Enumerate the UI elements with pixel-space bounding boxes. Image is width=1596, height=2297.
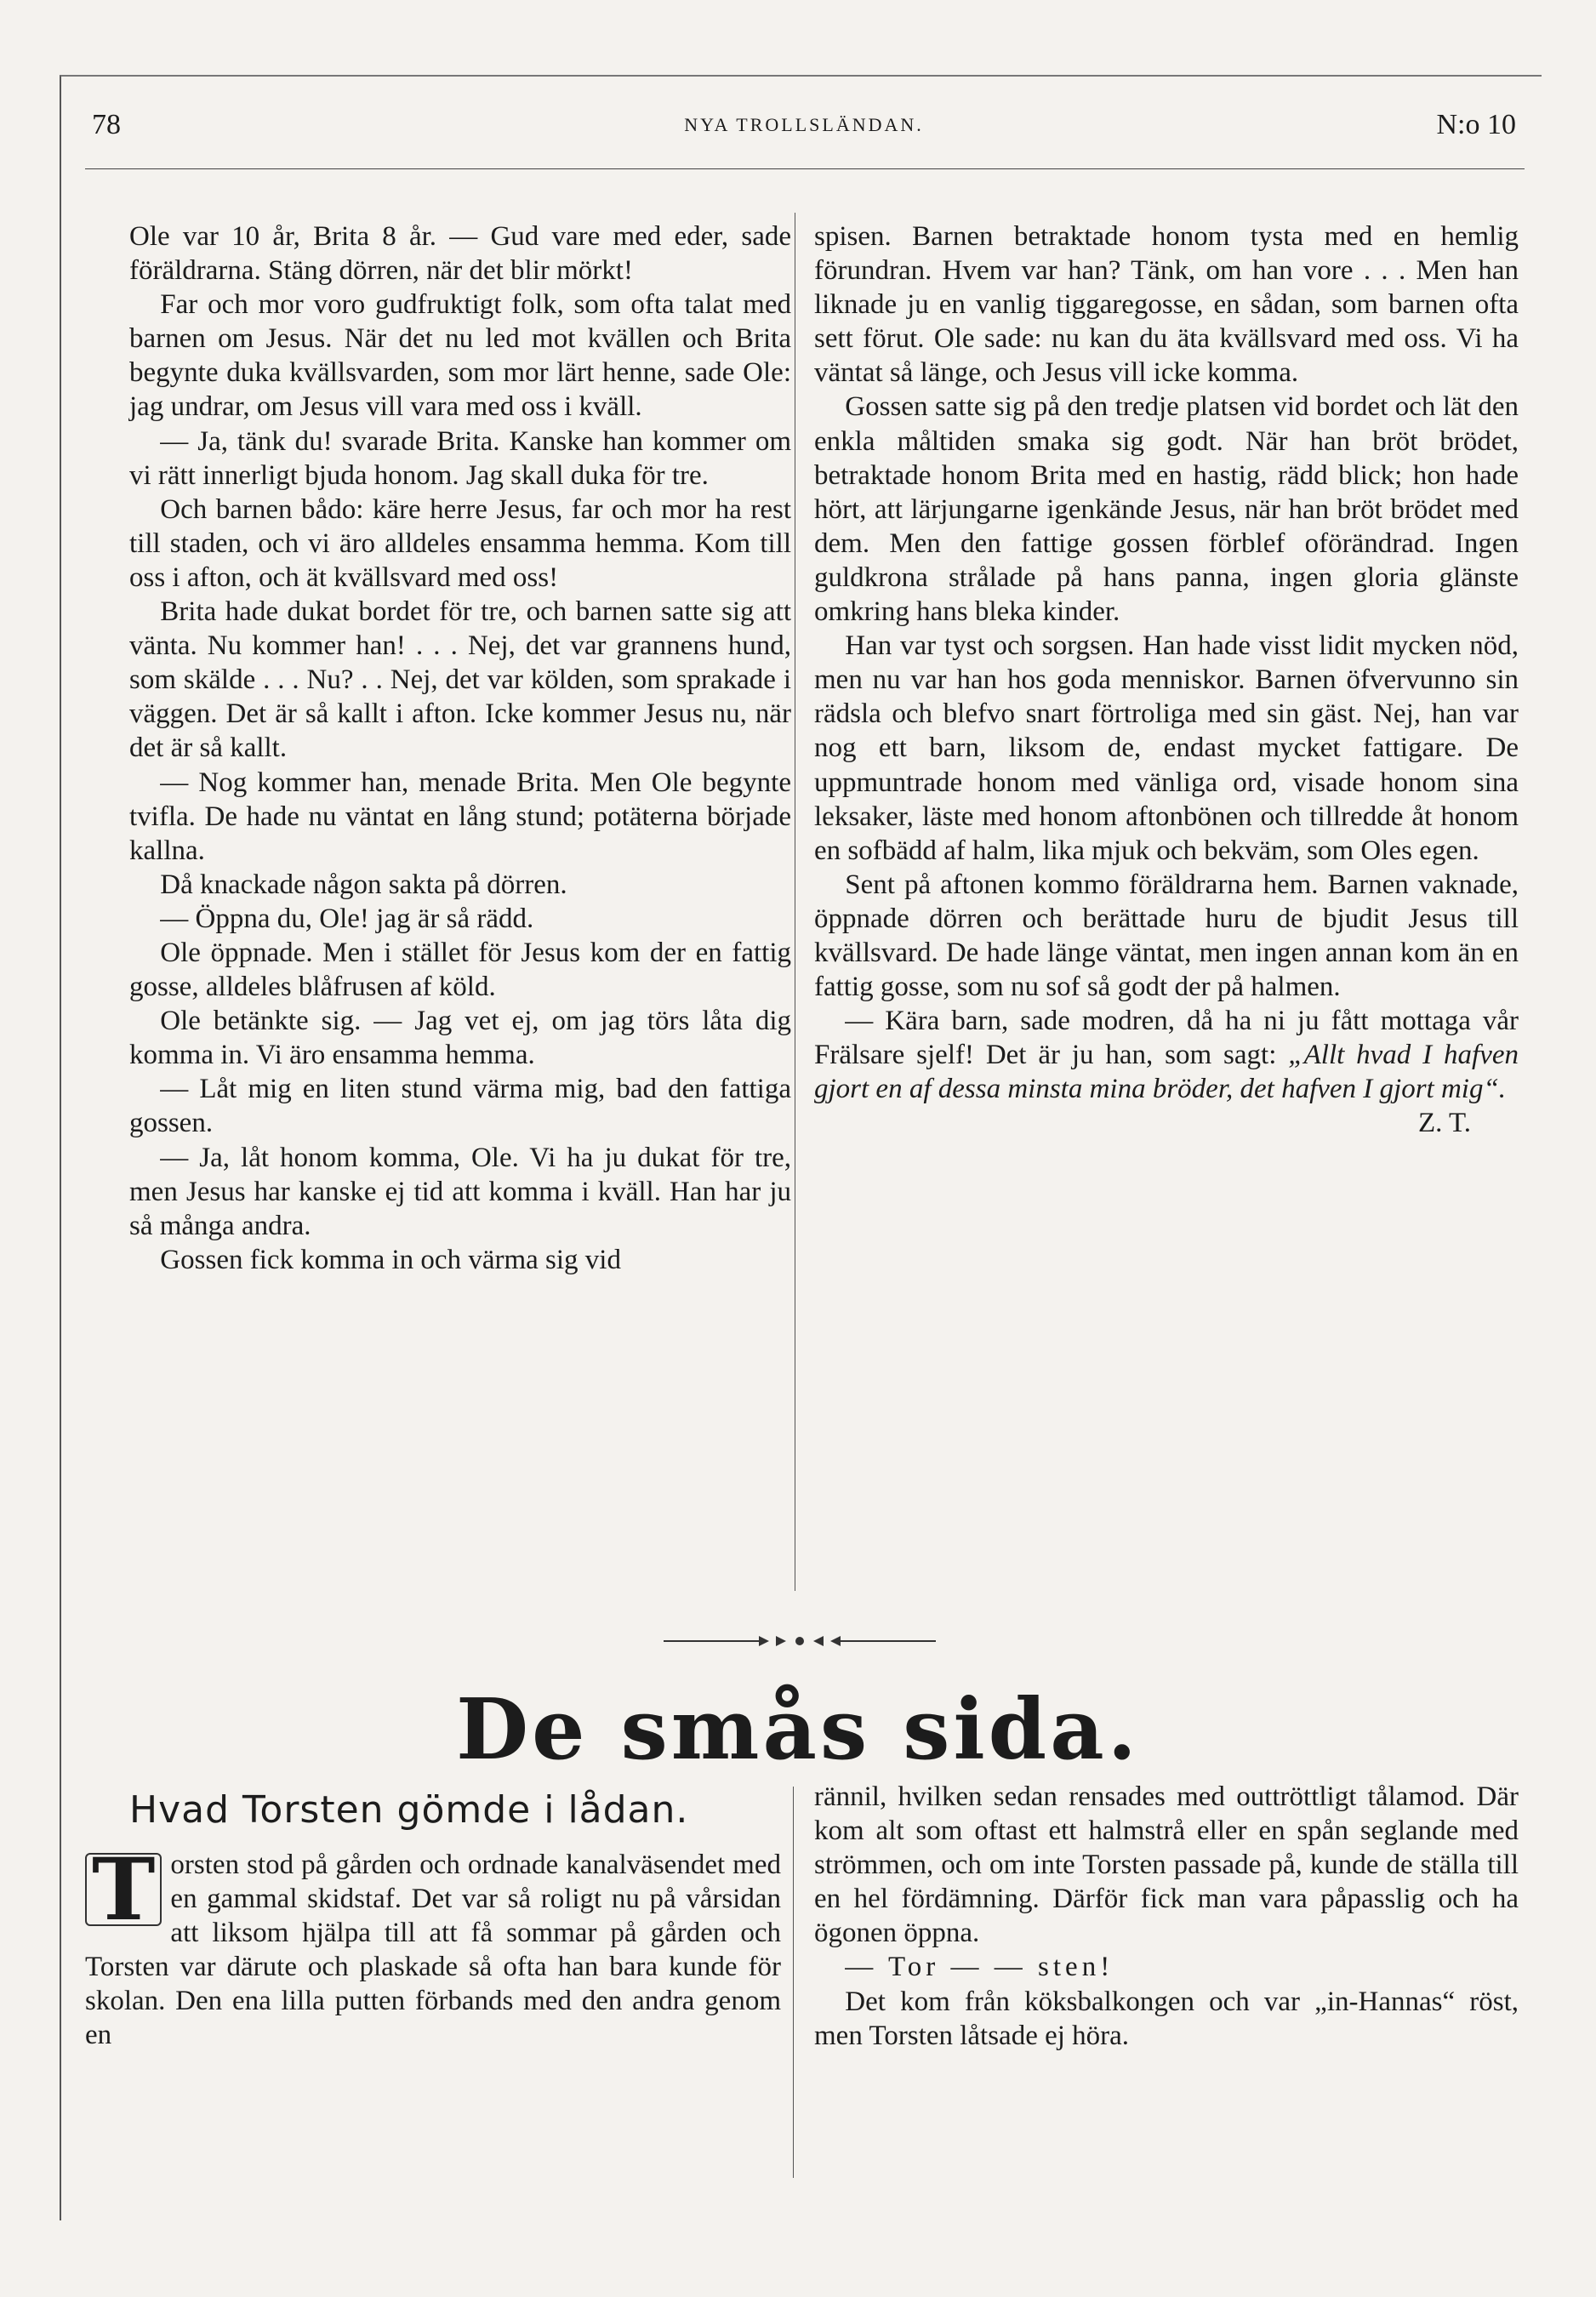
story-paragraph: — Ja, tänk du! svarade Brita. Kanske han kommer om vi rätt innerligt bjuda honom. Jag skall duka för tre. [129, 425, 791, 491]
issue-number: N:o 10 [1436, 109, 1516, 140]
story-paragraph: Då knackade någon sakta på dörren. [160, 869, 567, 900]
story-closing-paragraph [814, 1004, 1519, 1106]
page-number: 78 [92, 109, 121, 140]
story-paragraph: Gossen fick komma in och värma sig vid [160, 1244, 621, 1275]
story-paragraph: Han var tyst och sorgsen. Han hade visst lidit mycken nöd, men nu var han hos goda menniskor. Barnen öfvervunno sin rädsla och blefvo snart förtroliga med sin gäst. Nej, han var nog ett barn, liksom de, endast mycket fattigare. De uppmuntrade honom med vänliga ord, visade honom sina leksaker, läste med honom aftonbönen och tillredde åt honom en sofbädd af halm, lika mjuk och bekväm, som Oles egen. [814, 630, 1519, 866]
running-header [85, 102, 1523, 153]
article-title: Hvad Torsten gömde i lådan. [129, 1788, 689, 1832]
column-divider [793, 1787, 794, 2178]
story-paragraph: Och barnen bådo: käre herre Jesus, far och mor ha rest till staden, och vi äro alldeles ensamma hemma. Kom till oss i afton, och ät kvällsvard med oss! [129, 493, 791, 593]
story-paragraph: Ole öppnade. Men i stället för Jesus kom der en fattig gosse, alldeles blåfrusen af köld. [129, 937, 791, 1003]
journal-title: NYA TROLLSLÄNDAN. [684, 114, 924, 135]
drop-cap: T [85, 1853, 162, 1926]
ornament-divider [664, 1631, 936, 1651]
closing-quote: „Allt hvad I hafven gjort en af dessa minsta mina bröder, det hafven I gjort mig“. [814, 1040, 1519, 1105]
article-paragraph [85, 1839, 781, 2053]
story-paragraph: Ole var 10 år, Brita 8 år. — Gud vare med eder, sade föräldrarna. Stäng dörren, när det blir mörkt! [129, 221, 791, 287]
article-paragraph: — Tor — — sten! [845, 1952, 1114, 1983]
article-paragraph: rännil, hvilken sedan rensades med outtröttligt tålamod. Där kom alt som oftast ett halmstrå eller en spån seglande med strömmen, och om inte Torsten passade på, kunde de ställa till en hel fördämning. Därför fick man vara påpasslig och ha ögonen öppna. [814, 1781, 1519, 1949]
article-right-column [814, 1780, 1519, 2053]
story-paragraph: spisen. Barnen betraktade honom tysta med en hemlig förundran. Hvem var han? Tänk, om han vore . . . Men han liknade ju en vanlig tiggaregosse, en sådan, som barnen ofta sett förut. Ole sade: nu kan du äta kvällsvard med oss. Vi ha väntat så länge, och Jesus vill icke komma. [814, 221, 1519, 389]
story-paragraph: Gossen satte sig på den tredje platsen vid bordet och lät den enkla måltiden smaka sig godt. När han bröt brödet, betraktade honom Brita med en hastig, rädd blick; hon hade hört, att lärjungarne igenkände Jesus, när han bröt brödet med dem. Men den fattige gossen förblef oförändrad. Ingen guldkrona strålade på hans panna, ingen gloria glänste omkring hans bleka kinder. [814, 391, 1519, 628]
story-right-column [814, 219, 1519, 1141]
story-paragraph: Ole betänkte sig. — Jag vet ej, om jag törs låta dig komma in. Vi äro ensamma hemma. [129, 1006, 791, 1071]
section-title: De smås sida. [456, 1681, 1140, 1779]
story-left-column [129, 219, 791, 1277]
story-paragraph: — Nog kommer han, menade Brita. Men Ole begynte tvifla. De hade nu väntat en lång stund; potäterna började kallna. [129, 767, 791, 866]
closing-text: — Kära barn, sade modren, då ha ni ju fått mottaga vår Frälsare sjelf! Det är ju han, som sagt: [814, 1006, 1519, 1071]
story-paragraph: Far och mor voro gudfruktigt folk, som ofta talat med barnen om Jesus. När det nu led mot kvällen och Brita begynte duka kvällsvarden, som mor lärt henne, sade Ole: jag undrar, om Jesus vill vara med oss i kväll. [129, 289, 791, 423]
article-left-column [85, 1839, 781, 2053]
story-paragraph: — Låt mig en liten stund värma mig, bad den fattiga gossen. [129, 1074, 791, 1139]
story-paragraph: — Ja, låt honom komma, Ole. Vi ha ju dukat för tre, men Jesus har kanske ej tid att komma i kväll. Han har ju så många andra. [129, 1142, 791, 1241]
story-paragraph: Brita hade dukat bordet för tre, och barnen satte sig att vänta. Nu kommer han! . . . Nej, det var grannens hund, som skälde . . . Nu? . . Nej, det var kölden, som sprakade i väggen. Det är så kallt i afton. Icke kommer Jesus nu, när det är så kallt. [129, 596, 791, 764]
article-paragraph: Det kom från köksbalkongen och var „in-Hannas“ röst, men Torsten låtsade ej höra. [814, 1986, 1519, 2051]
article-text: orsten stod på gården och ordnade kanalväsendet med en gammal skidstaf. Det var så roligt nu på vårsidan att liksom hjälpa till att få sommar på gården och Torsten var därute och plaskade så ofta han bara kunde för skolan. Den ena lilla putten förbands med den andra genom en [85, 1850, 781, 2051]
story-paragraph: Sent på aftonen kommo föräldrarna hem. Barnen vaknade, öppnade dörren och berättade huru de bjudit Jesus till kvällsvard. De hade länge väntat, men ingen annan kom än en fattig gosse, som nu sof så godt der på halmen. [814, 869, 1519, 1003]
header-rule [85, 168, 1525, 169]
story-paragraph: — Öppna du, Ole! jag är så rädd. [160, 903, 534, 934]
signature: Z. T. [1417, 1108, 1471, 1139]
